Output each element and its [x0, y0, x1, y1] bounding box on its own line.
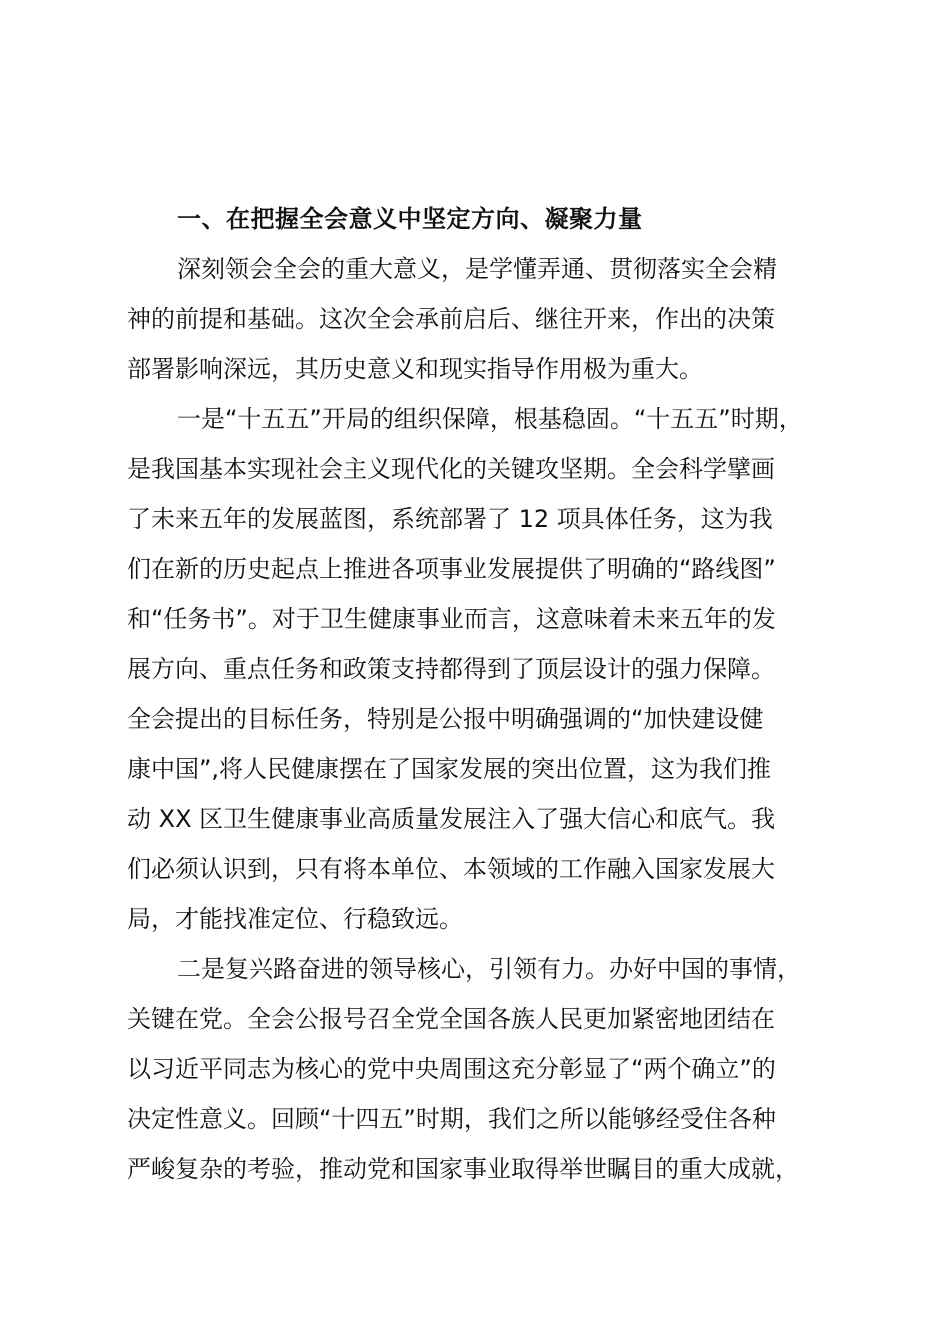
text-line: 严峻复杂的考验，推动党和国家事业取得举世瞩目的重大成就，: [127, 1155, 799, 1183]
text-line: 和“任务书”。对于卫生健康事业而言，这意味着未来五年的发: [127, 605, 776, 633]
text-line: 局，才能找准定位、行稳致远。: [127, 905, 463, 933]
text-line: 是我国基本实现社会主义现代化的关键攻坚期。全会科学擘画: [127, 455, 775, 483]
paragraph-significance: [127, 244, 827, 394]
text-line: 部署影响深远，其历史意义和现实指导作用极为重大。: [127, 355, 703, 383]
text-line: 了未来五年的发展蓝图，系统部署了 12 项具体任务，这为我: [127, 505, 773, 533]
section-heading: 一、在把握全会意义中坚定方向、凝聚力量: [177, 205, 643, 233]
text-line: 们必须认识到，只有将本单位、本领域的工作融入国家发展大: [127, 855, 775, 883]
text-line: 深刻领会全会的重大意义，是学懂弄通、贯彻落实全会精: [177, 255, 777, 283]
text-line: 展方向、重点任务和政策支持都得到了顶层设计的强力保障。: [127, 655, 775, 683]
text-line: 二是复兴路奋进的领导核心，引领有力。办好中国的事情，: [177, 955, 801, 983]
text-line: 全会提出的目标任务，特别是公报中明确强调的“加快建设健: [127, 705, 764, 733]
text-line: 们在新的历史起点上推进各项事业发展提供了明确的“路线图”: [127, 555, 776, 583]
document-body: [127, 194, 827, 1194]
text-line: 神的前提和基础。这次全会承前启后、继往开来，作出的决策: [127, 305, 775, 333]
paragraph-first-point: [127, 394, 827, 944]
text-line: 康中国”,将人民健康摆在了国家发展的突出位置，这为我们推: [127, 755, 772, 783]
paragraph-second-point: [127, 944, 827, 1194]
text-line: 动 XX 区卫生健康事业高质量发展注入了强大信心和底气。我: [127, 805, 776, 833]
text-line: 决定性意义。回顾“十四五”时期，我们之所以能够经受住各种: [127, 1105, 776, 1133]
text-line: 一是“十五五”开局的组织保障，根基稳固。“十五五”时期，: [177, 405, 803, 433]
text-line: 以习近平同志为核心的党中央周围这充分彰显了“两个确立”的: [127, 1055, 776, 1083]
text-line: 关键在党。全会公报号召全党全国各族人民更加紧密地团结在: [127, 1005, 775, 1033]
